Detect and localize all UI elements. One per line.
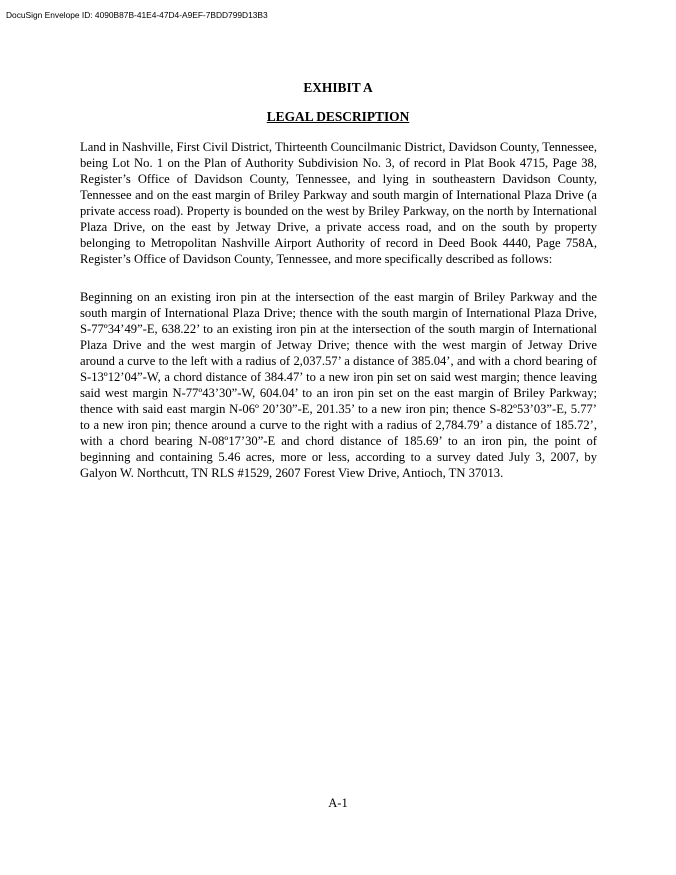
exhibit-heading: EXHIBIT A — [303, 80, 373, 95]
property-description-paragraph: Land in Nashville, First Civil District, Thirteenth Councilmanic District, Davidson County, Tennessee, being Lot No. 1 on the Plan of Authority Subdivision No. 3, of record in Plat Book 4715, Page 38, Register’s Office of Davidson County, Tennessee, and lying in southeastern Davidson County, Tennessee and on the east margin of Briley Parkway and south margin of International Plaza Drive (a private access road). Property is bounded on the west by Briley Parkway, on the north by International Plaza Drive, on the east by Jetway Drive, a private access road, and on the south by property belonging to Metropolitan Nashville Airport Authority of record in Deed Book 4440, Page 758A, Register’s Office of Davidson County, Tennessee, and more specifically described as follows: — [80, 140, 597, 266]
docusign-envelope-id: DocuSign Envelope ID: 4090B87B-41E4-47D4-A9EF-7BDD799D13B3 — [6, 10, 268, 20]
page-number: A-1 — [328, 796, 348, 810]
legal-description-title: LEGAL DESCRIPTION — [266, 109, 410, 124]
metes-and-bounds-paragraph: Beginning on an existing iron pin at the intersection of the east margin of Briley Parkway and the south margin of International Plaza Drive; thence with the south margin of International Plaza Drive, S-77º34’49”-E, 638.22’ to an existing iron pin at the intersection of the south margin of International Plaza Drive and the west margin of Jetway Drive; thence with the west margin of Jetway Drive around a curve to the left with a radius of 2,037.57’ a distance of 385.04’, and with a chord bearing of S-13º12’04”-W, a chord distance of 384.47’ to a new iron pin set on said west margin; thence leaving said west margin N-77º43’30”-W, 604.04’ to an iron pin set on the east margin of Briley Parkway; thence with said east margin N-06º 20’30”-E, 201.35’ to a new iron pin; thence S-82º53’03”-E, 5.77’ to a new iron pin; thence around a curve to the right with a radius of 2,784.79’ a distance of 185.72’, with a chord bearing N-08º17’30”-E and chord distance of 185.69’ to an iron pin, the point of beginning and containing 5.46 acres, more or less, according to a survey dated July 3, 2007, by Galyon W. Northcutt, TN RLS #1529, 2607 Forest View Drive, Antioch, TN 37013. — [80, 290, 597, 480]
